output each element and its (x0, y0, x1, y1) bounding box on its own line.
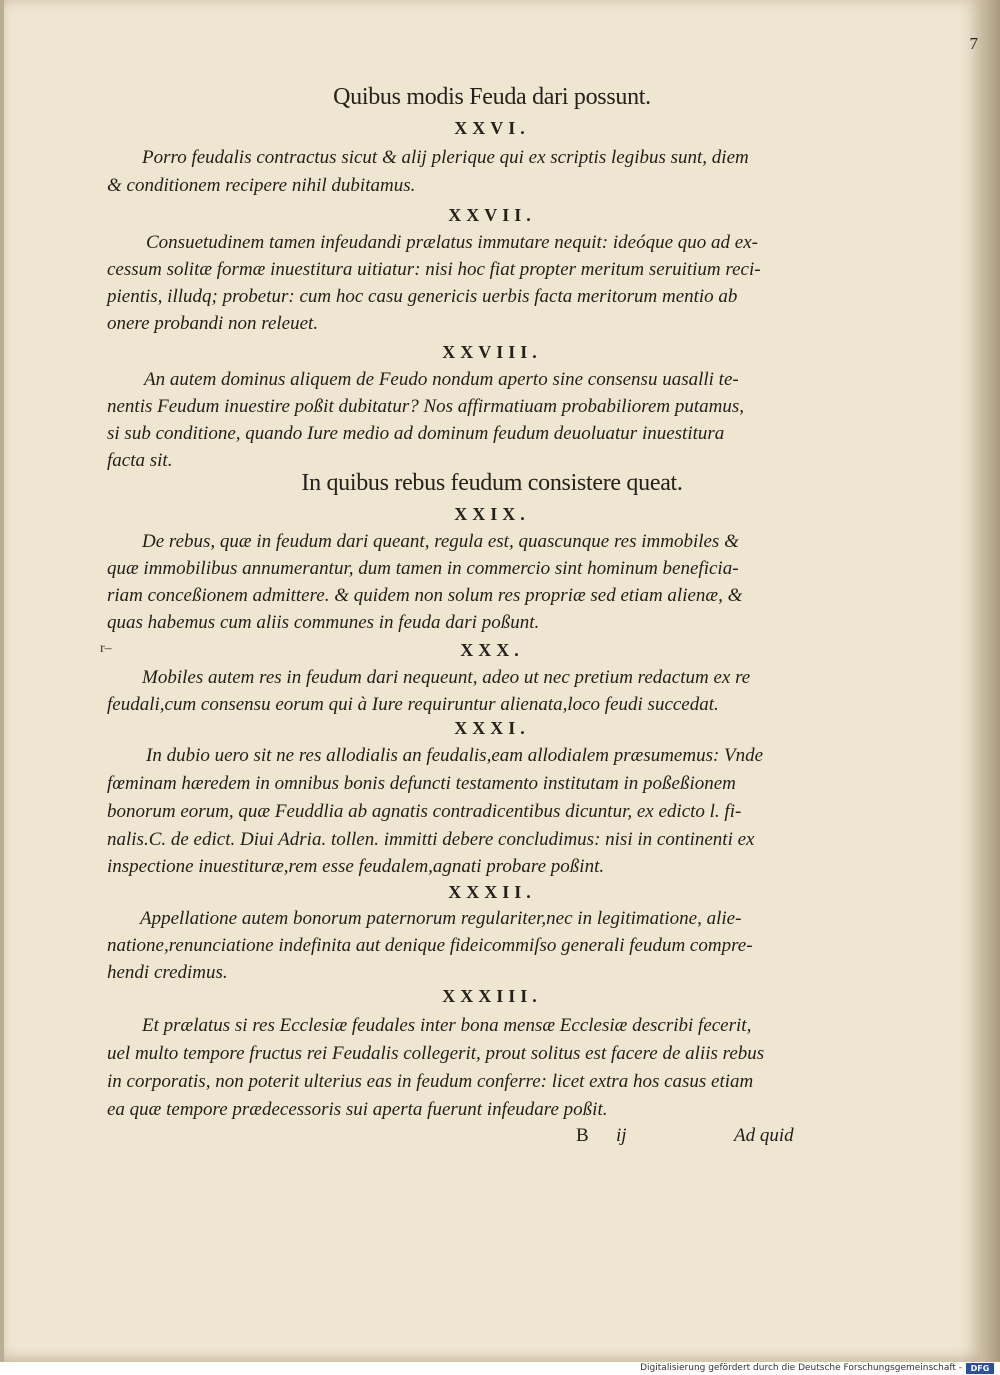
signature-mark: B (576, 1125, 589, 1146)
article-numeral-27: XXVII. (448, 205, 536, 225)
text-line: bonorum eorum, quæ Feuddlia ab agnatis contradicentibus dicuntur, ex edicto l. fi- (107, 801, 742, 822)
text-line: fœminam hæredem in omnibus bonis defuncti testamento institutam in poßeßionem (107, 773, 736, 794)
credit-bar (0, 1362, 1000, 1375)
dfg-logo: DFG (966, 1363, 994, 1374)
text-line: inspectione inuestituræ,rem esse feudalem,agnati probare poßint. (107, 856, 605, 877)
article-numeral-29: XXIX. (454, 504, 530, 524)
text-line: quas habemus cum aliis communes in feuda dari poßunt. (107, 612, 540, 633)
text-line: Mobiles autem res in feudum dari nequeunt, adeo ut nec pretium redactum ex re (142, 667, 751, 688)
ink-mark: r– (100, 641, 112, 656)
page-number: 7 (969, 34, 978, 53)
text-line: De rebus, quæ in feudum dari queant, regula est, quascunque res immobiles & (142, 531, 739, 552)
text-line: nentis Feudum inuestire poßit dubitatur? Nos affirmatiuam probabiliorem putamus, (107, 396, 745, 417)
signature-number: ij (616, 1125, 627, 1146)
page-edge (980, 0, 1000, 1362)
article-numeral-31: XXXI. (454, 718, 530, 738)
text-line: si sub conditione, quando Iure medio ad dominum feudum deuoluatur inuestitura (107, 423, 725, 444)
text-line: quæ immobilibus annumerantur, dum tamen in commercio sint hominum beneficia- (107, 558, 739, 579)
text-line: In dubio uero sit ne res allodialis an feudalis,eam allodialem præsumemus: Vnde (146, 745, 764, 766)
text-line: nalis.C. de edict. Diui Adria. tollen. immitti debere concludimus: nisi in continenti ex (107, 829, 755, 850)
text-line: Porro feudalis contractus sicut & alij plerique qui ex scriptis legibus sunt, diem (142, 147, 749, 168)
catchword: Ad quid (734, 1125, 794, 1146)
text-line: in corporatis, non poterit ulterius eas in feudum conferre: licet extra hos casus etiam (107, 1071, 754, 1092)
text-line: Consuetudinem tamen infeudandi prælatus immutare nequit: ideóque quo ad ex- (146, 232, 758, 253)
text-line: cessum solitæ formæ inuestitura uitiatur: nisi hoc fiat propter meritum seruitium reci- (107, 259, 761, 280)
section-heading-2: In quibus rebus feudum consistere queat. (301, 470, 683, 496)
text-line: ea quæ tempore prædecessoris sui aperta fuerunt infeudare poßit. (107, 1099, 608, 1120)
text-line: hendi credimus. (107, 962, 228, 983)
text-line: & conditionem recipere nihil dubitamus. (107, 175, 416, 196)
text-line: pientis, illudq; probetur: cum hoc casu genericis uerbis facta meritorum mentio ab (107, 286, 738, 307)
text-line: facta sit. (107, 450, 173, 471)
text-line: riam conceßionem admittere. & quidem non solum res propriæ sed etiam alienæ, & (107, 585, 743, 606)
text-line: natione,renunciatione indefinita aut denique fideicommiſso generali feudum compre- (107, 935, 753, 956)
digitization-credit: Digitalisierung gefördert durch die Deutsche Forschungsgemeinschaft - (640, 1363, 962, 1373)
article-numeral-33: XXXIII. (442, 986, 542, 1006)
text-line: An autem dominus aliquem de Feudo nondum aperto sine consensu uasalli te- (144, 369, 739, 390)
article-numeral-26: XXVI. (454, 118, 530, 138)
article-numeral-28: XXVIII. (442, 342, 542, 362)
text-line: feudali,cum consensu eorum qui à Iure requiruntur alienata,loco feudi succedat. (107, 694, 719, 715)
article-numeral-30: XXX. (460, 640, 524, 660)
text-line: onere probandi non releuet. (107, 313, 319, 334)
article-numeral-32: XXXII. (448, 882, 536, 902)
text-line: Appellatione autem bonorum paternorum regulariter,nec in legitimatione, alie- (140, 908, 742, 929)
text-line: Et prælatus si res Ecclesiæ feudales inter bona mensæ Ecclesiæ describi fecerit, (142, 1015, 752, 1036)
text-line: uel multo tempore fructus rei Feudalis collegerit, prout solitus est facere de aliis rebus (107, 1043, 765, 1064)
section-heading-1: Quibus modis Feuda dari possunt. (333, 84, 651, 110)
book-page (4, 0, 980, 1362)
